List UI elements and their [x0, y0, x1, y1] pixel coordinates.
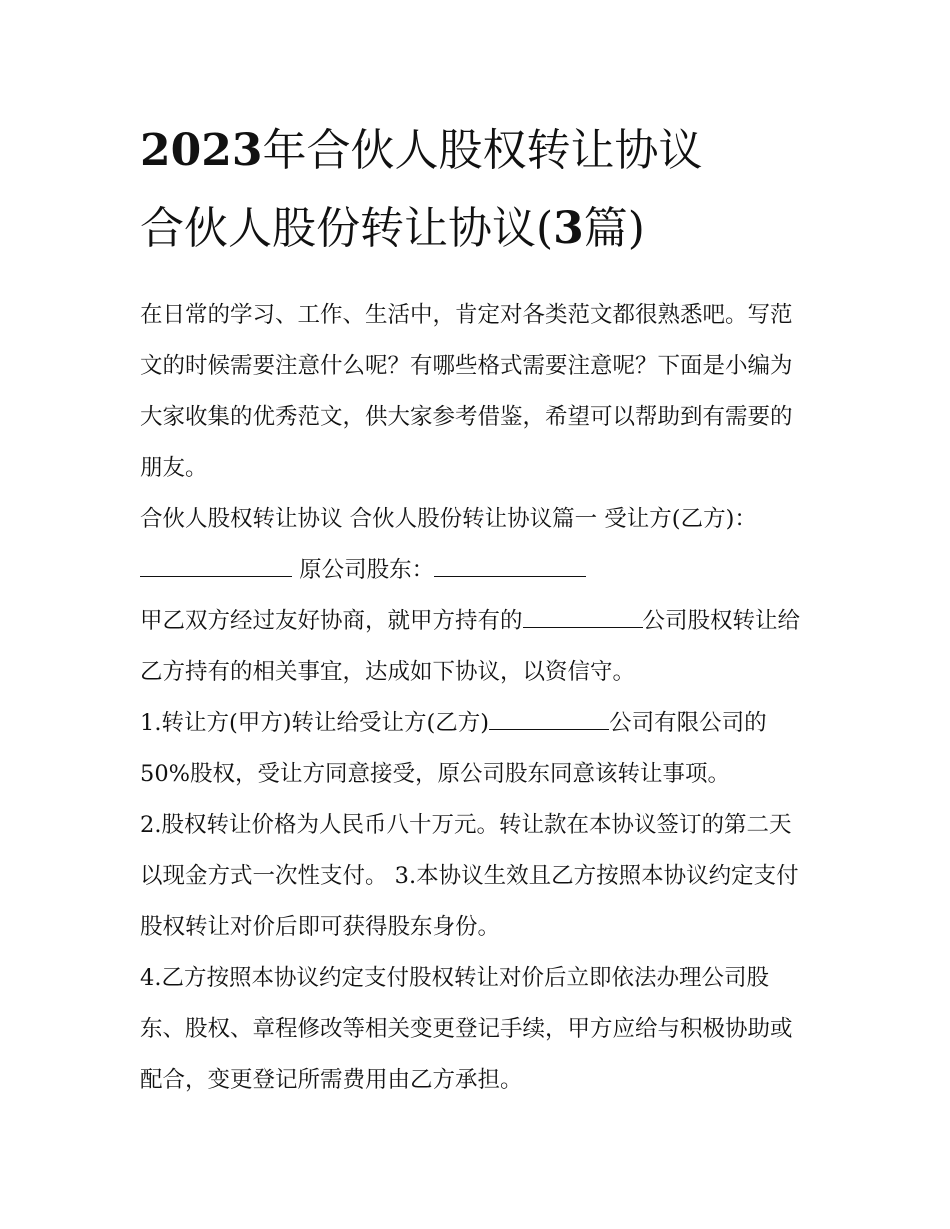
blank-line [140, 556, 292, 577]
title-line2-text: 合伙人股份转让协议( [140, 203, 554, 254]
agreement-text-b: 公司股权转让给乙方持有的相关事宜，达成如下协议，以资信守。 [140, 608, 801, 685]
clause-1-text-a: 1.转让方(甲方)转让给受让方(乙方) [140, 710, 490, 736]
document-body [140, 290, 812, 1106]
paragraph-parties [140, 494, 812, 596]
blank-line [434, 556, 586, 577]
clause-4: 4.乙方按照本协议约定支付股权转让对价后立即依法办理公司股东、股权、章程修改等相关变更登记手续，甲方应给与积极协助或配合，变更登记所需费用由乙方承担。 [140, 965, 793, 1093]
paragraph-agreement [140, 596, 812, 698]
parties-text-a: 合伙人股权转让协议 合伙人股份转让协议篇一 受让方(乙方)： [140, 506, 757, 532]
clause-1-text-b: 公司有限公司的50%股权，受让方同意接受，原公司股东同意该转让事项。 [140, 710, 767, 787]
clause-1 [140, 698, 812, 800]
intro-paragraph: 在日常的学习、工作、生活中，肯定对各类范文都很熟悉吧。写范文的时候需要注意什么呢？有哪些格式需要注意呢？下面是小编为大家收集的优秀范文，供大家参考借鉴，希望可以帮助到有需要的朋友。 [140, 302, 793, 481]
document-title [140, 112, 812, 268]
title-count: 3 [553, 203, 584, 254]
document-content [140, 112, 812, 1106]
title-line2-end: 篇) [583, 203, 645, 254]
agreement-text-a: 甲乙双方经过友好协商，就甲方持有的 [140, 608, 523, 634]
blank-line [523, 607, 643, 628]
parties-text-b: 原公司股东： [292, 557, 435, 583]
title-line1-text: 年合伙人股权转让协议 [262, 125, 703, 176]
clause-2-3: 2.股权转让价格为人民币八十万元。转让款在本协议签订的第二天以现金方式一次性支付。 3.本协议生效且乙方按照本协议约定支付股权转让对价后即可获得股东身份。 [140, 812, 799, 940]
title-year: 2023 [140, 125, 263, 176]
blank-line [489, 709, 609, 730]
